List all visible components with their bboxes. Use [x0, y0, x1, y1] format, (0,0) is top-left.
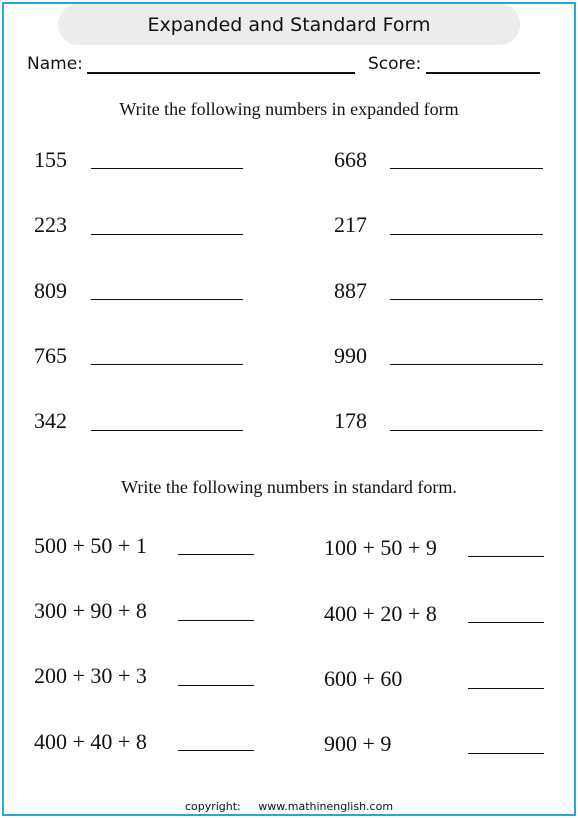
answer-blank[interactable] — [91, 364, 243, 365]
footer-accent-line — [186, 814, 248, 816]
expanded-instruction: Write the following numbers in expanded form — [119, 99, 459, 119]
answer-blank[interactable] — [468, 753, 544, 754]
answer-blank[interactable] — [468, 556, 544, 557]
expanded-number: 990 — [334, 343, 367, 368]
answer-blank[interactable] — [91, 234, 243, 235]
answer-blank[interactable] — [468, 622, 544, 623]
copyright-label: copyright: — [184, 800, 241, 813]
answer-blank[interactable] — [91, 299, 243, 300]
score-field[interactable] — [426, 72, 540, 74]
worksheet-title: Expanded and Standard Form — [58, 4, 520, 45]
answer-blank[interactable] — [178, 685, 254, 686]
expanded-number: 155 — [34, 147, 67, 172]
expanded-number: 668 — [334, 147, 367, 172]
expanded-number: 809 — [34, 278, 67, 303]
answer-blank[interactable] — [178, 620, 254, 621]
standard-expression: 500 + 50 + 1 — [34, 533, 147, 558]
answer-blank[interactable] — [390, 168, 543, 169]
page-border — [2, 2, 576, 816]
standard-expression: 400 + 40 + 8 — [34, 729, 147, 754]
expanded-number: 223 — [34, 212, 67, 237]
name-label: Name: — [27, 54, 83, 74]
answer-blank[interactable] — [178, 554, 254, 555]
answer-blank[interactable] — [91, 430, 243, 431]
expanded-number: 217 — [334, 212, 367, 237]
standard-expression: 600 + 60 — [324, 666, 403, 691]
copyright-footer — [0, 800, 578, 813]
score-label: Score: — [368, 54, 422, 74]
standard-expression: 300 + 90 + 8 — [34, 598, 147, 623]
answer-blank[interactable] — [178, 750, 254, 751]
standard-instruction: Write the following numbers in standard form. — [121, 477, 457, 497]
standard-expression: 100 + 50 + 9 — [324, 535, 437, 560]
name-field[interactable] — [87, 72, 355, 74]
expanded-number: 342 — [34, 408, 67, 433]
answer-blank[interactable] — [390, 430, 543, 431]
expanded-number: 178 — [334, 408, 367, 433]
standard-expression: 900 + 9 — [324, 731, 392, 756]
answer-blank[interactable] — [91, 168, 243, 169]
standard-expression: 200 + 30 + 3 — [34, 663, 147, 688]
site-link[interactable]: www.mathinenglish.com — [258, 800, 394, 813]
name-score-row — [0, 54, 578, 78]
answer-blank[interactable] — [390, 299, 543, 300]
standard-expression: 400 + 20 + 8 — [324, 601, 437, 626]
answer-blank[interactable] — [468, 688, 544, 689]
answer-blank[interactable] — [390, 234, 543, 235]
expanded-number: 887 — [334, 278, 367, 303]
answer-blank[interactable] — [390, 364, 543, 365]
expanded-number: 765 — [34, 343, 67, 368]
